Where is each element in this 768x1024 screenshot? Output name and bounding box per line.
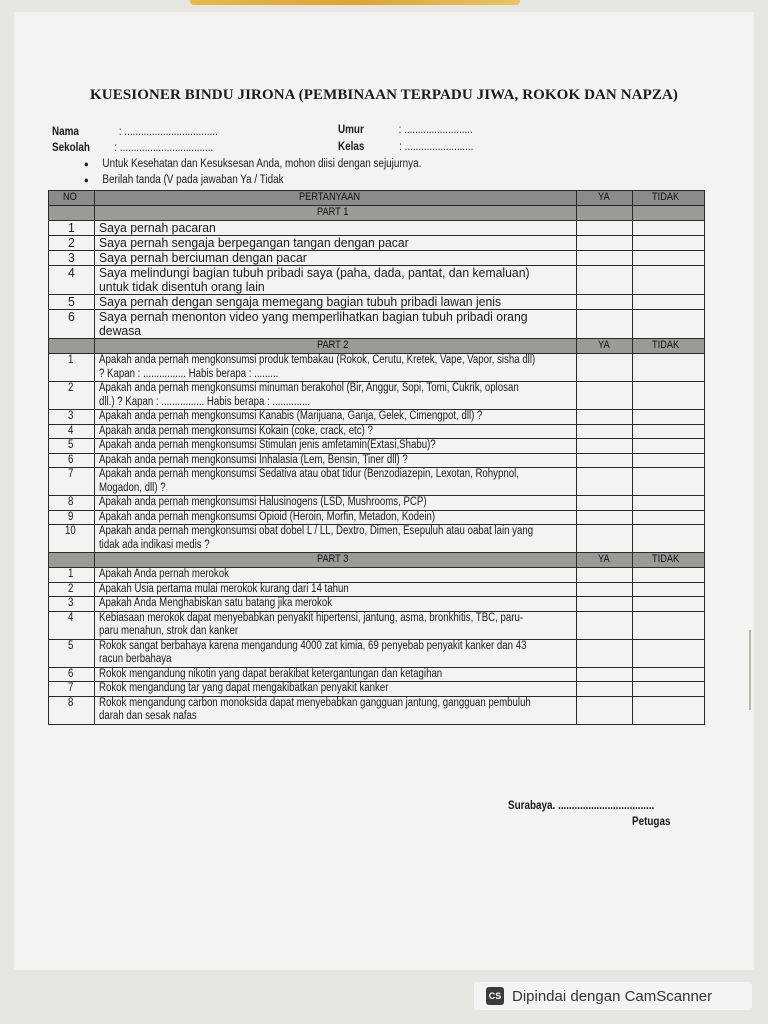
table-row — [49, 667, 705, 682]
question-text-continued: dll.) ? Kapan : ................ Habis berapa : .............. — [99, 395, 311, 408]
question-text: Rokok mengandung carbon monoksida dapat menyebabkan gangguan jantung, gangguan pembuluh — [99, 696, 531, 709]
question-number — [49, 696, 95, 724]
questionnaire-table — [48, 190, 705, 725]
answer-tidak-checkbox[interactable] — [633, 295, 705, 310]
part-tidak-blank — [633, 206, 705, 221]
part-tidak-text: TIDAK — [652, 553, 680, 565]
answer-ya-checkbox[interactable] — [577, 611, 633, 639]
answer-tidak-checkbox[interactable] — [633, 453, 705, 468]
question-number — [49, 510, 95, 525]
question-cell — [95, 639, 577, 667]
table-row — [49, 639, 705, 667]
instruction-item — [84, 172, 421, 188]
question-text: Apakah Usia pertama mulai merokok kurang dari 14 tahun — [99, 582, 349, 595]
answer-ya-checkbox[interactable] — [577, 354, 633, 382]
kelas-label: Kelas — [338, 141, 365, 153]
question-cell — [95, 496, 577, 511]
answer-ya-checkbox[interactable] — [577, 682, 633, 697]
kelas-dots: : ......................... — [399, 141, 474, 153]
table-row — [49, 510, 705, 525]
part-label-text: PART 3 — [316, 553, 349, 565]
answer-tidak-checkbox[interactable] — [633, 639, 705, 667]
question-number-text: 2 — [68, 582, 74, 595]
question-number — [49, 221, 95, 236]
answer-ya-checkbox[interactable] — [577, 424, 633, 439]
header-tidak-text: TIDAK — [652, 191, 680, 203]
question-number — [49, 251, 95, 266]
question-number-text: 6 — [67, 310, 75, 324]
answer-tidak-checkbox[interactable] — [633, 424, 705, 439]
question-cell — [95, 439, 577, 454]
table-row — [49, 236, 705, 251]
question-text: Rokok mengandung tar yang dapat mengakibatkan penyakit kanker — [99, 682, 389, 694]
part-ya-blank — [577, 206, 633, 221]
part-label — [95, 339, 577, 354]
answer-tidak-checkbox[interactable] — [633, 510, 705, 525]
question-text: Apakah anda pernah mengkonsumsi Inhalasia (Lem, Bensin, Tiner dll) ? — [99, 453, 408, 466]
question-cell — [95, 468, 577, 496]
question-cell — [95, 682, 577, 697]
question-cell — [95, 525, 577, 553]
table-row — [49, 410, 705, 425]
answer-ya-checkbox[interactable] — [577, 568, 633, 583]
answer-tidak-checkbox[interactable] — [633, 682, 705, 697]
question-text: Apakah Anda pernah merokok — [99, 568, 229, 580]
answer-tidak-checkbox[interactable] — [633, 582, 705, 597]
answer-tidak-checkbox[interactable] — [633, 696, 705, 724]
question-cell — [95, 611, 577, 639]
umur-dots: : ......................... — [398, 124, 473, 136]
table-row — [49, 310, 705, 339]
answer-tidak-checkbox[interactable] — [633, 310, 705, 339]
umur-label: Umur — [338, 124, 364, 136]
answer-ya-checkbox[interactable] — [577, 310, 633, 339]
place-date: Surabaya. ................................... — [508, 800, 655, 812]
question-number-text: 5 — [68, 439, 74, 451]
table-row — [49, 468, 705, 496]
question-text-continued: Mogadon, dll) ? — [99, 481, 166, 494]
table-row — [49, 682, 705, 697]
part-ya — [577, 339, 633, 354]
question-number — [49, 439, 95, 454]
answer-tidak-checkbox[interactable] — [633, 568, 705, 583]
instruction-text: Untuk Kesehatan dan Kesuksesan Anda, mohon diisi dengan sejujurnya. — [102, 158, 422, 170]
question-text: Rokok mengandung nikotin yang dapat berakibat ketergantungan dan ketagihan — [99, 667, 443, 680]
question-text: Apakah anda pernah mengkonsumsi produk tembakau (Rokok, Cerutu, Kretek, Vape, Vapor, sisha dll) — [99, 354, 536, 366]
answer-tidak-checkbox[interactable] — [633, 439, 705, 454]
question-cell — [95, 295, 577, 310]
header-ya — [577, 191, 633, 206]
question-number — [49, 382, 95, 410]
question-text: Apakah anda pernah mengkonsumsi Halusinogens (LSD, Mushrooms, PCP) — [99, 496, 427, 508]
question-number — [49, 236, 95, 251]
question-number — [49, 667, 95, 682]
header-no — [49, 191, 95, 206]
question-number-text: 6 — [68, 453, 74, 466]
question-number-text: 5 — [68, 639, 74, 652]
answer-ya-checkbox[interactable] — [577, 510, 633, 525]
header-no-text: NO — [63, 191, 78, 203]
question-number-text: 3 — [67, 251, 75, 265]
answer-tidak-checkbox[interactable] — [633, 236, 705, 251]
answer-ya-checkbox[interactable] — [577, 667, 633, 682]
question-text: Apakah anda pernah mengkonsumsi Sedativa atau obat tidur (Benzodiazepin, Lexotan, Rohypnol, — [99, 468, 519, 480]
question-number — [49, 266, 95, 295]
table-row — [49, 439, 705, 454]
question-cell — [95, 221, 577, 236]
question-number — [49, 424, 95, 439]
question-text: Apakah anda pernah mengkonsumsi Kanabis (Marijuana, Ganja, Gelek, Cimengpot, dll) ? — [99, 410, 483, 422]
question-number-text: 3 — [68, 410, 74, 422]
part-blank — [49, 206, 95, 221]
answer-ya-checkbox[interactable] — [577, 582, 633, 597]
question-text: Saya melindungi bagian tubuh pribadi saya (paha, dada, pantat, dan kemaluan) — [99, 266, 530, 280]
answer-ya-checkbox[interactable] — [577, 496, 633, 511]
question-number-text: 1 — [68, 354, 74, 366]
officer-label: Petugas — [632, 816, 671, 828]
header-ya-text: YA — [597, 191, 610, 203]
nama-dots: : .................................. — [118, 126, 218, 138]
question-cell — [95, 354, 577, 382]
table-row — [49, 496, 705, 511]
answer-ya-checkbox[interactable] — [577, 251, 633, 266]
question-text: Kebiasaan merokok dapat menyebabkan penyakit hipertensi, jantung, asma, bronkhitis, TBC, paru- — [99, 611, 524, 624]
question-number — [49, 611, 95, 639]
question-number — [49, 582, 95, 597]
table-row — [49, 295, 705, 310]
answer-tidak-checkbox[interactable] — [633, 597, 705, 612]
answer-ya-checkbox[interactable] — [577, 410, 633, 425]
answer-tidak-checkbox[interactable] — [633, 251, 705, 266]
question-number-text: 1 — [67, 221, 75, 235]
answer-ya-checkbox[interactable] — [577, 597, 633, 612]
part-ya-text: YA — [597, 339, 610, 351]
part-label-text: PART 1 — [316, 206, 349, 218]
sekolah-dots: : .................................. — [114, 142, 214, 154]
question-text: Saya pernah berciuman dengan pacar — [99, 251, 307, 265]
question-cell — [95, 667, 577, 682]
question-number — [49, 410, 95, 425]
question-number-text: 4 — [68, 611, 74, 624]
question-number — [49, 354, 95, 382]
answer-ya-checkbox[interactable] — [577, 382, 633, 410]
table-row — [49, 525, 705, 553]
question-text: Apakah Anda Menghabiskan satu batang jika merokok — [99, 597, 333, 609]
question-cell — [95, 236, 577, 251]
table-row — [49, 453, 705, 468]
question-text-continued: tidak ada indikasi medis ? — [99, 538, 210, 551]
part-label — [95, 206, 577, 221]
answer-ya-checkbox[interactable] — [577, 236, 633, 251]
table-row — [49, 597, 705, 612]
question-number-text: 2 — [67, 236, 75, 250]
question-number-text: 7 — [68, 682, 74, 694]
umur-field — [338, 122, 473, 138]
question-number-text: 1 — [68, 568, 74, 580]
question-text-continued: darah dan sesak nafas — [99, 710, 197, 722]
part-label-text: PART 2 — [316, 339, 349, 351]
sekolah-field — [52, 140, 213, 156]
table-row — [49, 382, 705, 410]
table-row — [49, 582, 705, 597]
question-number — [49, 468, 95, 496]
question-text: Saya pernah menonton video yang memperlihatkan bagian tubuh pribadi orang — [99, 310, 528, 324]
camscanner-badge — [474, 982, 752, 1010]
part-ya-text: YA — [597, 553, 610, 565]
table-row — [49, 424, 705, 439]
answer-tidak-checkbox[interactable] — [633, 221, 705, 236]
question-number — [49, 682, 95, 697]
table-row — [49, 354, 705, 382]
question-number-text: 10 — [65, 525, 76, 537]
question-cell — [95, 251, 577, 266]
page-top-edge — [190, 0, 520, 5]
table-row — [49, 696, 705, 724]
table-row — [49, 251, 705, 266]
question-cell — [95, 597, 577, 612]
question-number — [49, 568, 95, 583]
part-tidak — [633, 553, 705, 568]
header-question-text: PERTANYAAN — [299, 191, 361, 203]
question-number-text: 8 — [68, 496, 74, 508]
answer-tidak-checkbox[interactable] — [633, 496, 705, 511]
camscanner-text: Dipindai dengan CamScanner — [512, 987, 713, 1005]
part-blank — [49, 553, 95, 568]
question-number-text: 3 — [68, 597, 74, 609]
question-number — [49, 310, 95, 339]
question-number — [49, 295, 95, 310]
camscanner-logo-icon: CS — [486, 987, 504, 1005]
header-question — [95, 191, 577, 206]
kelas-field — [338, 139, 473, 155]
question-text: Apakah anda pernah mengkonsumsi Stimulan jenis amfetamin(Extasi,Shabu)? — [99, 439, 436, 451]
bullet-icon: ● — [84, 159, 89, 169]
answer-ya-checkbox[interactable] — [577, 295, 633, 310]
question-cell — [95, 568, 577, 583]
question-cell — [95, 582, 577, 597]
question-number-text: 4 — [68, 424, 74, 437]
question-text: Apakah anda pernah mengkonsumsi minuman berakohol (Bir, Anggur, Sopi, Tomi, Cukrik, oplosan — [99, 382, 519, 394]
header-tidak — [633, 191, 705, 206]
question-cell — [95, 310, 577, 339]
answer-tidak-checkbox[interactable] — [633, 468, 705, 496]
question-text: Apakah anda pernah mengkonsumsi Kokain (coke, crack, etc) ? — [99, 424, 373, 437]
part-label — [95, 553, 577, 568]
question-text: Apakah anda pernah mengkonsumsi Opioid (Heroin, Morfin, Metadon, Kodein) — [99, 510, 436, 523]
answer-tidak-checkbox[interactable] — [633, 525, 705, 553]
question-number-text: 7 — [68, 468, 74, 480]
question-text: Rokok sangat berbahaya karena mengandung 4000 zat kimia, 69 penyebab penyakit kanker dan 43 — [99, 639, 527, 652]
answer-ya-checkbox[interactable] — [577, 639, 633, 667]
answer-ya-checkbox[interactable] — [577, 525, 633, 553]
nama-label: Nama — [52, 126, 79, 138]
questionnaire-body — [49, 191, 705, 725]
question-number-text: 4 — [67, 266, 75, 280]
part-tidak-text: TIDAK — [652, 339, 680, 351]
question-cell — [95, 382, 577, 410]
table-row — [49, 611, 705, 639]
table-row — [49, 221, 705, 236]
question-text: Apakah anda pernah mengkonsumsi obat dobel L / LL, Dextro, Dimen, Esepuluh atau oabat lain yang — [99, 525, 534, 537]
question-number-text: 8 — [68, 696, 74, 709]
scan-edge-mark — [749, 630, 751, 710]
sekolah-label: Sekolah — [52, 142, 90, 154]
question-number-text: 2 — [68, 382, 74, 394]
question-number — [49, 453, 95, 468]
part-tidak — [633, 339, 705, 354]
document-title: KUESIONER BINDU JIRONA (PEMBINAAN TERPADU JIWA, ROKOK DAN NAPZA) — [90, 87, 678, 103]
question-text-continued: racun berbahaya — [99, 653, 172, 665]
part-ya — [577, 553, 633, 568]
answer-ya-checkbox[interactable] — [577, 453, 633, 468]
answer-ya-checkbox[interactable] — [577, 696, 633, 724]
question-number — [49, 525, 95, 553]
question-text: Saya pernah pacaran — [99, 221, 216, 235]
question-number-text: 6 — [68, 667, 74, 680]
question-cell — [95, 410, 577, 425]
question-text: Saya pernah sengaja berpegangan tangan dengan pacar — [99, 236, 409, 250]
answer-tidak-checkbox[interactable] — [633, 266, 705, 295]
answer-tidak-checkbox[interactable] — [633, 382, 705, 410]
answer-tidak-checkbox[interactable] — [633, 354, 705, 382]
question-cell — [95, 510, 577, 525]
question-text-continued: ? Kapan : ................ Habis berapa : ......... — [99, 367, 279, 380]
answer-ya-checkbox[interactable] — [577, 439, 633, 454]
part-header-row — [49, 553, 705, 568]
nama-field — [52, 124, 218, 140]
question-text-continued: dewasa — [99, 324, 142, 338]
answer-tidak-checkbox[interactable] — [633, 611, 705, 639]
question-number-text: 9 — [68, 510, 74, 523]
question-number — [49, 639, 95, 667]
table-header-row — [49, 191, 705, 206]
answer-ya-checkbox[interactable] — [577, 221, 633, 236]
question-number — [49, 496, 95, 511]
answer-ya-checkbox[interactable] — [577, 266, 633, 295]
instruction-item — [84, 156, 421, 172]
answer-tidak-checkbox[interactable] — [633, 410, 705, 425]
question-text-continued: untuk tidak disentuh orang lain — [99, 280, 265, 294]
question-number-text: 5 — [67, 295, 75, 309]
bullet-icon: ● — [84, 175, 89, 185]
question-cell — [95, 696, 577, 724]
question-cell — [95, 453, 577, 468]
question-text: Saya pernah dengan sengaja memegang bagian tubuh pribadi lawan jenis — [99, 295, 502, 309]
part-header-row — [49, 206, 705, 221]
part-header-row — [49, 339, 705, 354]
question-number — [49, 597, 95, 612]
part-blank — [49, 339, 95, 354]
answer-tidak-checkbox[interactable] — [633, 667, 705, 682]
instruction-list — [84, 156, 476, 188]
table-row — [49, 568, 705, 583]
question-cell — [95, 424, 577, 439]
table-row — [49, 266, 705, 295]
answer-ya-checkbox[interactable] — [577, 468, 633, 496]
question-text-continued: paru menahun, strok dan kanker — [99, 625, 239, 637]
instruction-text: Berilah tanda (V pada jawaban Ya / Tidak — [102, 174, 284, 186]
question-cell — [95, 266, 577, 295]
